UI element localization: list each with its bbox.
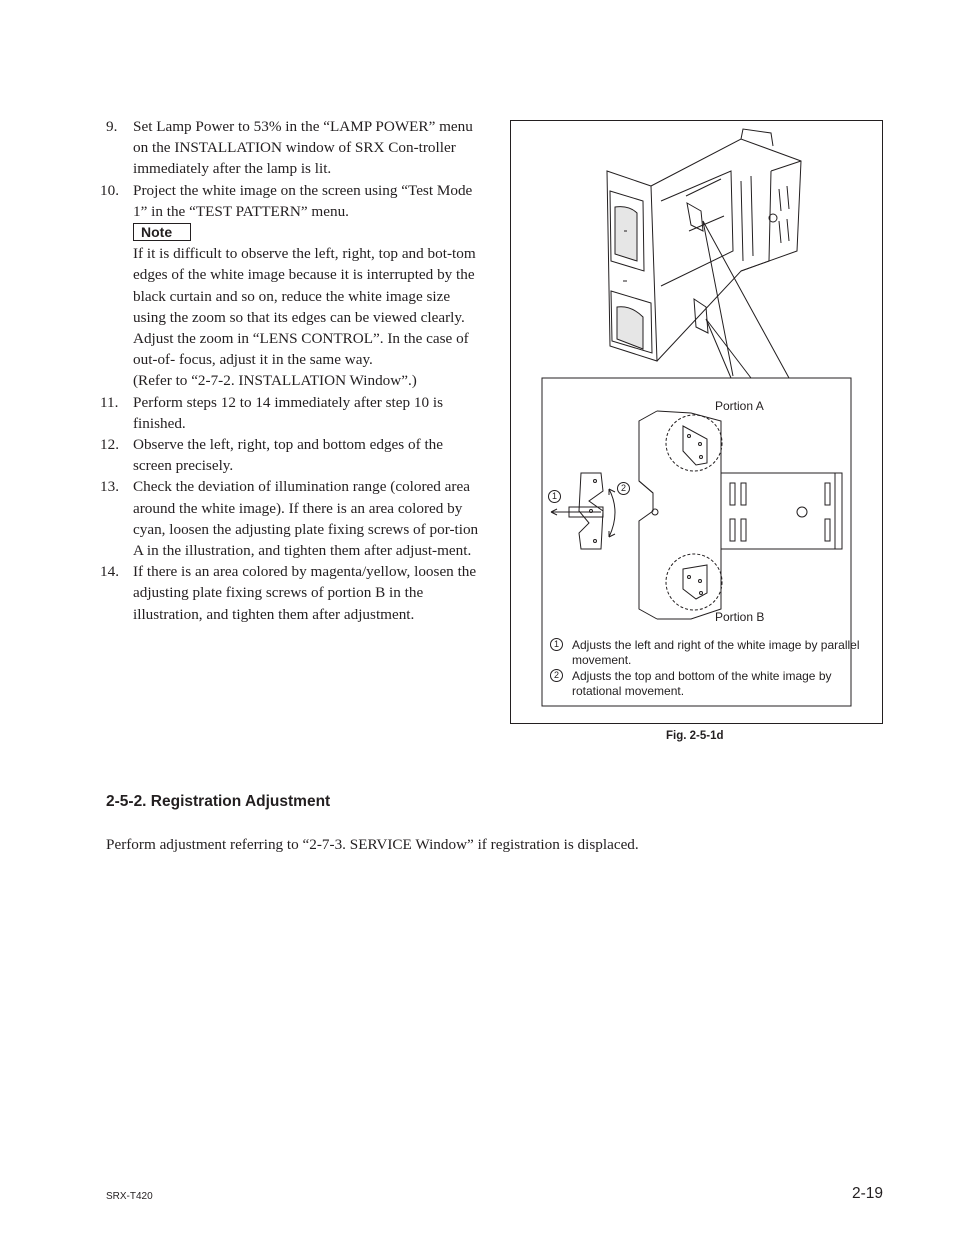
step-10 <box>100 180 484 222</box>
step-text: Set Lamp Power to 53% in the “LAMP POWER” menu on the INSTALLATION window of SRX Con-troller immediately after the lamp is lit. <box>133 118 473 178</box>
portion-b-label: Portion B <box>715 610 765 624</box>
step-13 <box>100 476 484 561</box>
note-label: Note <box>133 223 191 241</box>
step-12 <box>100 434 484 476</box>
step-number: 12. <box>100 436 119 454</box>
note <box>106 222 484 392</box>
step-number: 13. <box>100 478 119 496</box>
step-number: 14. <box>100 563 119 581</box>
step-11 <box>100 392 484 434</box>
step-text: Project the white image on the screen using “Test Mode 1” in the “TEST PATTERN” menu. <box>133 181 473 220</box>
adjustment-illustration <box>511 121 882 723</box>
step-number: 10. <box>100 181 119 199</box>
portion-a-label: Portion A <box>715 399 764 413</box>
figure-caption: Fig. 2-5-1d <box>666 730 724 742</box>
step-number: 11. <box>100 393 119 411</box>
section-body: Perform adjustment referring to “2-7-3. SERVICE Window” if registration is displaced. <box>106 836 639 853</box>
step-text: Perform steps 12 to 14 immediately after step 10 is finished. <box>133 393 444 432</box>
step-text: If there is an area colored by magenta/yellow, loosen the adjusting plate fixing screws of portion B in the illustration, and tighten them after adjustment. <box>133 563 477 623</box>
procedure-steps <box>100 116 484 625</box>
bracket-drawing <box>551 411 842 619</box>
step-text: Observe the left, right, top and bottom edges of the screen precisely. <box>133 436 444 475</box>
section-heading: 2-5-2. Registration Adjustment <box>106 793 331 810</box>
page-number: 2-19 <box>852 1185 884 1202</box>
step-text: Check the deviation of illumination range (colored area around the white image). If there is an area colored by cyan, loosen the adjusting plate fixing screws of por-tion A in the illustration, and tighten them after adjust-ment. <box>133 478 479 560</box>
step-14 <box>100 561 484 625</box>
step-9 <box>106 116 484 180</box>
legend-item-2: 2 Adjusts the top and bottom of the white image by rotational movement. <box>572 669 872 699</box>
step-number: 9. <box>106 118 118 135</box>
footer-model: SRX-T420 <box>106 1191 153 1202</box>
figure-frame: Portion A Portion B 1 2 1 Adjusts the left and right of the white image by parallel movement. 2 Adjusts the top and bottom of the white image by rotational movement. <box>510 120 883 724</box>
note-text: If it is difficult to observe the left, right, top and bot-tom edges of the white image because it is interrupted by the black curtain and so on, reduce the white image size using the zoom so that its edges can be viewed clearly. Adjust the zoom in “LENS CONTROL”. In the case of out-of- focus, adjust it in the same way. <box>133 245 476 369</box>
note-reference: (Refer to “2-7-2. INSTALLATION Window”.) <box>133 372 417 390</box>
projector-unit-drawing <box>607 129 801 378</box>
legend-item-1: 1 Adjusts the left and right of the white image by parallel movement. <box>572 638 872 668</box>
